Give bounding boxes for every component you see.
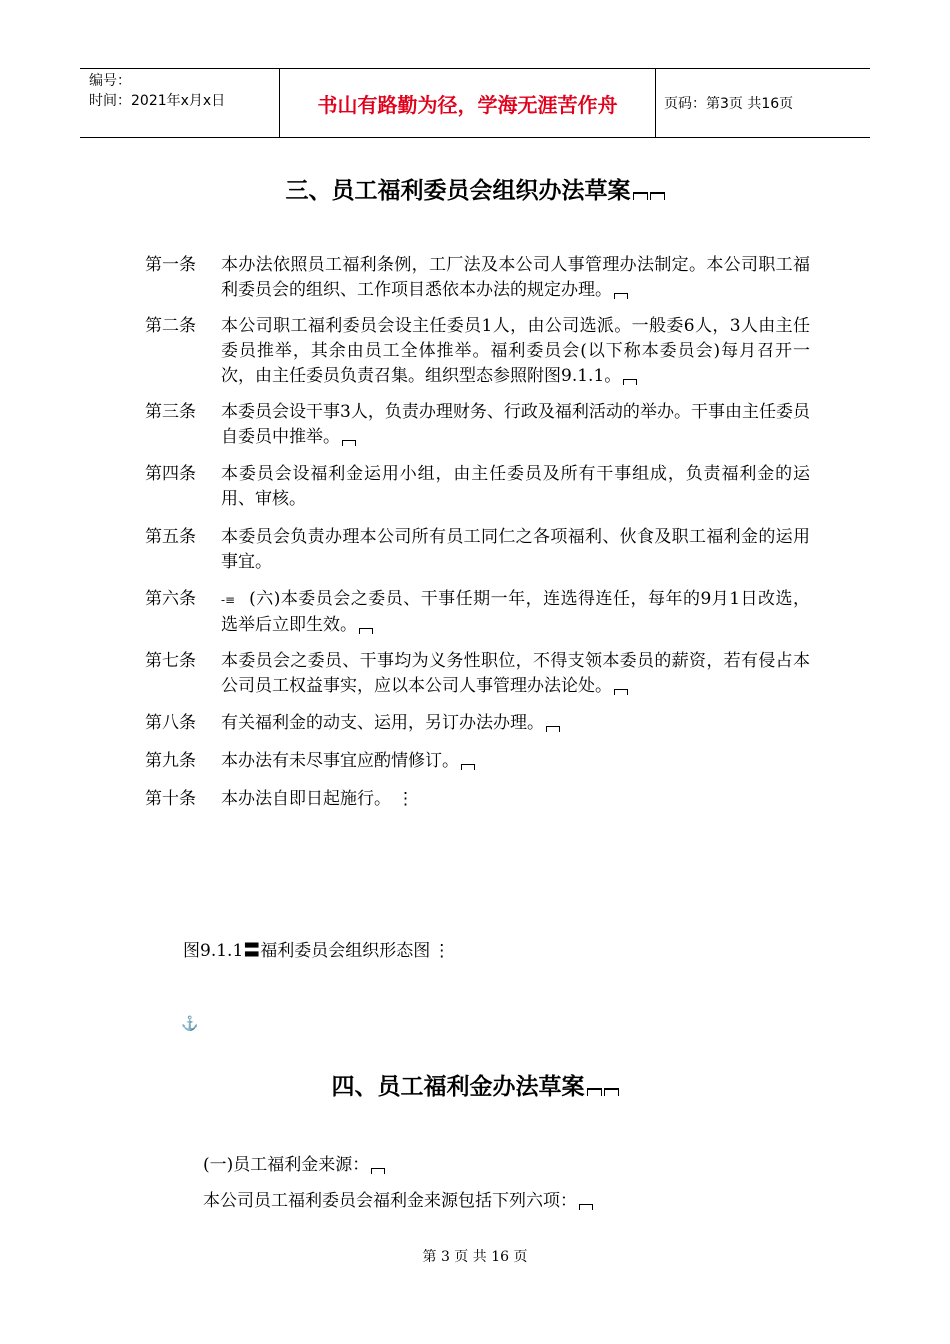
paragraph-mark-icon [614,689,628,695]
article-text: 本委员会负责办理本公司所有员工同仁之各项福利、伙食及职工福利金的运用事宜。 [221,527,810,572]
article-1 [145,253,810,303]
list-marker-icon: -≡ [221,593,236,607]
article-number: 第六条 [145,589,196,609]
article-8 [145,711,810,736]
article-number: 第二条 [145,316,196,336]
article-text: 本办法依照员工福利条例，工厂法及本公司人事管理办法制定。本公司职工福利委员会的组织、工作项目悉依本办法的规定办理。 [221,255,810,300]
colon-mark-icon: ⋮ [433,941,451,961]
article-number: 第九条 [145,751,196,771]
article-text: 本委员会设干事3人，负责办理财务、行政及福利活动的举办。干事由主任委员自委员中推举。 [221,402,810,447]
paragraph-mark-icon [623,379,637,385]
page-info: 页码：第3页 共16页 [664,96,794,112]
article-number: 第七条 [145,651,196,671]
paragraph-mark-icon [587,1088,602,1096]
article-text: 本办法自即日起施行。 ⋮ [221,789,414,809]
section3-title-text: 三、员工福利委员会组织办法草案 [285,178,631,204]
time-label: 时间：2021年x月x日 [89,93,226,109]
header-table [80,68,870,138]
paragraph-mark-icon [461,764,475,770]
article-number: 第十条 [145,789,196,809]
motto: 书山有路勤为径，学海无涯苦作舟 [280,69,656,137]
page-footer: 第 3 页 共 16 页 [422,1249,528,1265]
article-text: 有关福利金的动支、运用，另订办法办理。 [221,711,810,736]
anchor-icon: ⚓ [181,1016,199,1032]
paragraph-mark-icon [359,628,373,634]
paragraph-mark-icon [650,192,665,200]
article-text: 本公司职工福利委员会设主任委员1人，由公司选派。一般委6人，3人由主任委员推举，其余由员工全体推举。福利委员会(以下称本委员会)每月召开一次，由主任委员负责召集。组织型态参照附图9.1.1。 [221,316,810,386]
article-5 [145,525,810,575]
article-7 [145,649,810,699]
article-4 [145,462,810,512]
paragraph-mark-icon [633,192,648,200]
article-text: 本委员会之委员、干事均为义务性职位，不得支领本委员的薪资，若有侵占本公司员工权益事实，应以本公司人事管理办法论处。 [221,651,810,696]
paragraph-mark-icon [342,440,356,446]
section4-title [0,1068,950,1101]
section3-title [0,172,950,205]
article-3 [145,400,810,450]
paragraph-mark-icon [371,1168,385,1174]
number-label: 编号： [89,73,131,89]
paragraph-mark-icon [579,1204,593,1210]
article-2 [145,314,810,389]
article-number: 第八条 [145,713,196,733]
paragraph-mark-icon [546,726,560,732]
article-number: 第一条 [145,255,196,275]
article-6 [145,587,810,638]
article-text: 本办法有未尽事宜应酌情修订。 [221,749,810,774]
figure-caption: 图9.1.1〓福利委员会组织形态图 ⋮ [183,941,451,961]
article-number: 第四条 [145,464,196,484]
paragraph-mark-icon [614,293,628,299]
article-10 [145,787,810,812]
section4-para1: 本公司员工福利委员会福利金来源包括下列六项： [203,1186,593,1211]
article-number: 第三条 [145,402,196,422]
section4-title-text: 四、员工福利金办法草案 [331,1074,585,1100]
article-text: 本委员会设福利金运用小组，由主任委员及所有干事组成，负责福利金的运用、审核。 [221,464,810,509]
section4-sub1: (一)员工福利金来源： [203,1150,385,1175]
article-number: 第五条 [145,527,196,547]
paragraph-mark-icon [604,1088,619,1096]
article-9 [145,749,810,774]
colon-mark-icon: ⋮ [397,789,414,809]
header-left-cell [80,69,280,137]
article-text: -≡ (六)本委员会之委员、干事任期一年，连选得连任，每年的9月1日改选，选举后立即生效。 [221,589,810,635]
